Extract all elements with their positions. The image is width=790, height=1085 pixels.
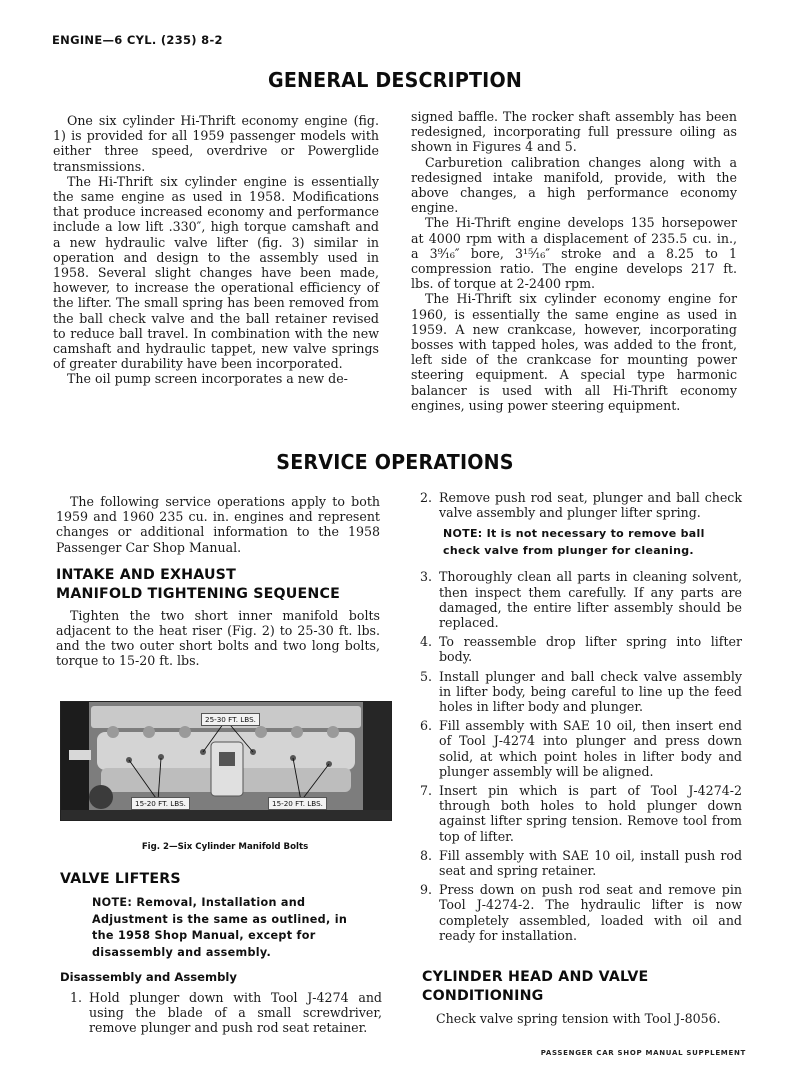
figure-caption: Fig. 2—Six Cylinder Manifold Bolts: [141, 842, 309, 852]
step2-note: NOTE: It is not necessary to remove ball check valve from plunger for cleaning.: [443, 527, 705, 557]
step-number: 5.: [420, 668, 433, 684]
general-description-title: GENERAL DESCRIPTION: [267, 68, 522, 92]
step-text: Press down on push rod seat and remove pin Tool J-4274-2. The hydraulic lifter is now completely assembled, loaded with oil and ready for installation.: [439, 882, 742, 943]
step-text: Fill assembly with SAE 10 oil, install push rod seat and spring retainer.: [439, 847, 742, 879]
service-operations-left-column: [56, 494, 380, 669]
running-head: ENGINE—6 CYL. (235) 8-2: [52, 33, 223, 47]
step-number: 2.: [420, 490, 433, 505]
paragraph: signed baffle. The rocker shaft assembly has been redesigned, incorporating full pressure oiling as shown in Figures 4 and 5.: [411, 109, 737, 155]
step-text: Remove push rod seat, plunger and ball check valve assembly and plunger lifter spring.: [439, 490, 742, 521]
step-number: 3.: [420, 569, 433, 585]
step-item: [410, 718, 742, 779]
steps-list-right: [410, 490, 742, 520]
step-number: 1.: [70, 990, 83, 1005]
step-item: [410, 848, 742, 878]
step-text: Install plunger and ball check valve assembly in lifter body, being careful to line up the feed holes in lifter body and plunger.: [439, 668, 742, 715]
step-item: [410, 490, 742, 520]
engine-manifold-photo: [60, 701, 392, 821]
torque-callout-left: 15-20 FT. LBS.: [131, 797, 190, 810]
torque-callout-inner: 25-30 FT. LBS.: [201, 713, 260, 726]
cylinder-head-section: [422, 968, 747, 1026]
intake-exhaust-heading-line1: INTAKE AND EXHAUST: [56, 566, 236, 583]
paragraph: The Hi-Thrift six cylinder economy engine for 1960, is essentially the same engine as used in 1959. A new crankcase, however, incorporating bosses with tapped holes, was added to the front, left side of the crankcase for mounting power steering equipment. A special type harmonic balancer is used with all Hi-Thrift economy engines, using power steering equipment.: [411, 291, 737, 413]
step-number: 7.: [420, 783, 433, 799]
general-description-left-column: [53, 113, 379, 387]
step-number: 9.: [420, 882, 433, 898]
step-item: [410, 634, 742, 664]
step-number: 4.: [420, 634, 433, 650]
step-item: [60, 990, 382, 1036]
paragraph: Carburetion calibration changes along with a redesigned intake manifold, provide, with the above changes, a high performance economy engine.: [411, 154, 737, 216]
steps-list-right-continued: [410, 569, 742, 943]
step-item: [410, 569, 742, 630]
step-item: [410, 882, 742, 943]
step-number: 8.: [420, 847, 433, 863]
service-operations-title: SERVICE OPERATIONS: [276, 450, 514, 474]
paragraph: The Hi-Thrift engine develops 135 horsepower at 4000 rpm with a displacement of 235.5 cu. in., a 3⁹⁄₁₆″ bore, 3¹⁵⁄₁₆″ stroke and a 8.25 to 1 compression ratio. The engine develops 217 ft. lbs. of torque at 2-2400 rpm.: [411, 215, 737, 292]
page-footer: PASSENGER CAR SHOP MANUAL SUPPLEMENT: [540, 1049, 746, 1057]
disassembly-subheading: Disassembly and Assembly: [60, 970, 237, 984]
step-text: Thoroughly clean all parts in cleaning solvent, then inspect them carefully. If any parts are damaged, the entire lifter assembly should be replaced.: [439, 569, 742, 631]
valve-lifters-section: [60, 870, 390, 1040]
service-operations-right-column: [410, 490, 742, 947]
cylinder-head-heading-line1: CYLINDER HEAD AND VALVE: [422, 969, 649, 985]
steps-list-left: [60, 990, 382, 1036]
torque-callout-right: 15-20 FT. LBS.: [268, 797, 327, 810]
valve-lifters-note: NOTE: Removal, Installation and Adjustment is the same as outlined, in the 1958 Shop Manual, except for disassembly and assembly.: [92, 896, 348, 959]
intake-exhaust-heading-line2: MANIFOLD TIGHTENING SEQUENCE: [56, 585, 340, 602]
step-text: Hold plunger down with Tool J-4274 and using the blade of a small screwdriver, remove plunger and push rod seat retainer.: [89, 990, 382, 1036]
step-item: [410, 669, 742, 715]
cylinder-head-heading-line2: CONDITIONING: [422, 988, 544, 1004]
intake-exhaust-body: Tighten the two short inner manifold bolts adjacent to the heat riser (Fig. 2) to 25-30 ft. lbs. and the two outer short bolts and two long bolts, torque to 15-20 ft. lbs.: [56, 607, 380, 669]
general-description-right-column: [411, 109, 737, 413]
valve-lifters-heading: VALVE LIFTERS: [60, 871, 181, 887]
step-number: 6.: [420, 718, 433, 734]
step-text: To reassemble drop lifter spring into lifter body.: [439, 634, 742, 665]
paragraph: One six cylinder Hi-Thrift economy engine (fig. 1) is provided for all 1959 passenger models with either three speed, overdrive or Powerglide transmissions.: [53, 113, 379, 174]
step-text: Insert pin which is part of Tool J-4274-2 through both holes to hold plunger down against lifter spring tension. Remove tool from top of lifter.: [439, 783, 742, 844]
step-text: Fill assembly with SAE 10 oil, then insert end of Tool J-4274 into plunger and press down solid, at which point holes in lifter body and plunger assembly will be aligned.: [439, 718, 742, 779]
paragraph: The oil pump screen incorporates a new de-: [67, 371, 348, 387]
paragraph: The Hi-Thrift six cylinder engine is essentially the same engine as used in 1958. Modifications that produce increased economy and performance include a low lift .330″, high torque camshaft and a new hydraulic valve lifter (fig. 3) similar in operation and design to the assembly used in 1958. Several slight changes have been made, however, to increase the operational efficiency of the lifter. The small spring has been removed from the ball check valve and the ball retainer revised to reduce ball travel. In combination with the new camshaft and hydraulic tappet, new valve springs of greater durability have been incorporated.: [53, 173, 379, 372]
cylinder-head-body: Check valve spring tension with Tool J-8056.: [436, 1011, 721, 1026]
step-item: [410, 783, 742, 844]
intro-paragraph: The following service operations apply to both 1959 and 1960 235 cu. in. engines and represent changes or additional information to the 1958 Passenger Car Shop Manual.: [56, 494, 380, 555]
